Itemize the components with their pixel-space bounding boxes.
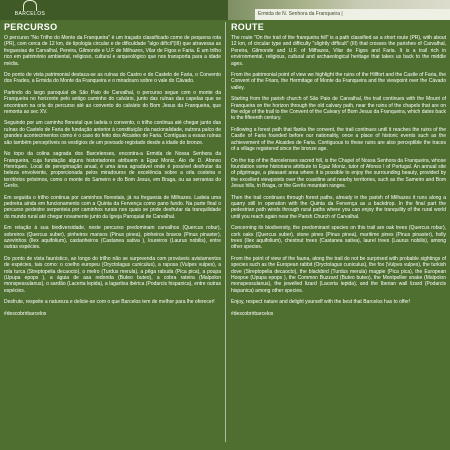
en-paragraph: From the patrimonial point of view we highlight the ruins of the Hillfort and the Castle of Faria, the Convent of the Friars, the Hermitage of Monte da Franqueira and the viewpoint over the Cávado valley. — [231, 72, 446, 91]
english-column — [231, 22, 446, 450]
pt-paragraph: Desfrute, respeite a natureza e delicie-se com o que Barcelos tem de melhor para lhe oferecer! — [4, 299, 215, 306]
route-title: ROUTE — [231, 22, 264, 32]
en-paragraph: From the point of view of the fauna, along the trail do not be surprised with probable sightings of species such as the European rabbit (Oryctolagus cuniculus), the fox (Vulpes vulpes), the turkish dove (Streptopelia decaocto), the blackbird (Turdus merula) magpie (Pica pica), the European Hoopoe (Upupa epops ), the Common Buzzard (Buteo buteo), the Montpellier snake (Malpolon monspessulanus), the jewelled lizard (Lacerta lepida), and the Iberian wall lizard (Podarcis hispanica) among other species. — [231, 255, 446, 294]
pt-paragraph: Do ponto de vista patrimonial destaca-se as ruínas do Castro e do Castelo de Faria, o Convento dos Frades, a Ermida do Monte da Franqueira e o miradouro sobre o vale do Cávado. — [4, 72, 221, 85]
en-hashtag: #descobrirbarcelos — [231, 310, 274, 317]
pt-hashtag: #descobrirbarcelos — [4, 310, 47, 317]
portuguese-column — [4, 22, 221, 450]
en-paragraph: The route "On the trail of the franqueira hill" is a path classified as a short route (PR), with about 12 km, of circular type and difficulty "slightly difficult" (III) that crosses the parishes of Carvalhal, Pereira, Gilmonde and U.F. of Milhazes, Vilar de Figos and Faria. It is a trail rich in environmental, religious, cultural and archaeological heritage that takes us back to the middle ages. — [231, 35, 446, 67]
pt-paragraph: No topo da colina sagrada dos Barcelenses, encontra-a Ermida de Nossa Senhora da Franqueira, cuja fundação alguns historiadores atribuem a Egaz Moniz, Aio de D. Afonso Henriques. Local de peregrinação anual, é uma área agradável onde é possível desfrutar da beleza envolvente, proporcionada pelos miradouros de excelência sobre a orla costeira e territórios próximos, como o monte do Sameiro e do Bom Jesus, em Braga, ou as serranias do Gerês. — [4, 151, 221, 190]
pt-paragraph: Em seguida o trilho continua por caminhos florestais, já na freguesia de Milhazes. Ladeia uma pedreira ainda em funcionamento com a Quinta da Fervença como pano fundo. Na parte final o percurso pedestre serpenteia por caminhos rurais nos quais se pode desfrutar da tranquilidade do mundo rural até chegar novamente junto da Igreja Paroquial de Carvalhal. — [4, 194, 221, 220]
pt-paragraph: Do ponto de vista faunístico, ao longo do trilho não se surpreenda com prováveis avistamentos de espécies, tais como: o coelho europeu (Oryctolagus cuniculus), a raposa (Vulpes vulpes), a rola turca (Streptopelia decaocto), o melro (Turdus merula), a pêga rabuda (Pica pica), a poupa (Upupa epops ), a águia de asa redonda (Buteo buteo), a cobra rateira (Malpolon monspessulanus), o sardão (Lacerta lepida), a lagartixa ibérica (Podarcis hispanica), entre outras espécies. — [4, 255, 221, 294]
column-divider — [225, 22, 226, 442]
logo-text: BARCELOS — [14, 11, 46, 17]
pt-paragraph: Seguindo por um caminho florestal que ladeia o convento, o trilho continua até chegar junto das ruínas do Castelo de Faria de fundação anterior à constituição da nacionalidade, outrora palco de grandes acontecimentos como é o caso do feito dos Alcaides de Faria. Contíguas a essas ruínas são também perceptíveis os vestígios de um povoado registado desde a idade do bronze. — [4, 120, 221, 146]
pt-paragraph: Partindo do largo paroquial de São Paio de Carvalhal, o percurso segue com o monte da Franqueira no horizonte pelo antigo caminho do calvário, junto das ruínas das capelas que se encontram na orla do percurso até ao convento do calvário do Bom Jesus da Franqueira, que remonta ao sec XV. — [4, 89, 221, 116]
rooster-icon — [23, 0, 37, 11]
en-paragraph: Starting from the parish church of São Paio de Carvalhal, the trail continues with the Mount of Franqueira on the horizon through the old calvary path, near the ruins of the chapels that are on the edge of the trail to the Convent of the Calvary of Bom Jesus da Franqueira, which dates back to the fifteenth century. — [231, 96, 446, 122]
percurso-title: PERCURSO — [4, 22, 58, 32]
en-paragraph: Following a forest path that flanks the convent, the trail continues until it reaches the ruins of the Castle of Faria founded before our nationality, once a place of historic events such as the achievement of the Alcaides de Faria. Contiguous to these ruins are also perceptible the traces of a village registered since the bronze age. — [231, 126, 446, 153]
en-paragraph: Then the trail continues through forest paths, already in the parish of Milhazes it runs along a quarry still in operation with the Quinta da Fervença as a backdrop. In the final part the pedestrian path winds through rural paths where you can enjoy the tranquility of the rural world until you reach again near the Parish Church of Carvalhal. — [231, 194, 446, 220]
pt-paragraph: Em relação à sua biodiversidade, neste percurso predominam carvalhos (Quercus robur), sobreiros (Quercus suber), pinheiros mansos (Pinus pinea), pinheiros bravos (Pinus pinaster), azevinhos (Ilex aquifolium), castanheiros (Castanea sativa ), loureiros (Laurus nobilis), entre outras espécies. — [4, 225, 221, 251]
en-paragraph: Concerning its biodiversity, the predominant species on this trail are oak trees (Quercus robur), cork oaks (Quercus suber), stone pines (Pinus pinea), maritime pines (Pinus pinaster), holly trees (Ilex aquifolium), chestnut trees (Castanea sativa), laurel trees (Laurus nobilis), among other species. — [231, 225, 446, 251]
barcelos-logo — [10, 0, 50, 20]
pt-paragraph: O percurso "No Trilho do Monte da Franqueira" é um traçado classificado como de pequena rota (PR), com cerca de 12 km, de tipologia circular e de dificuldade "algo difícil"(III) que atravessa as freguesias de Carvalhal, Pereira, Gilmonde e U.F de Milhazes, Vilar de Figos e Faria. É um trilho rico em património ambiental, religioso, cultural e arqueológico que nos transporta para a idade média. — [4, 35, 221, 67]
en-paragraph: On the top of the Barcelenses sacred hill, is the Chapel of Nossa Senhora da Franqueira, whose foundation some historians attribute to Egaz Moniz, tutor of Afonso I of Portugal. An annual site of pilgrimage, a pleasant area where it is possible to enjoy the surrounding beauty, provided by the excellent viewpoints over the coastline and nearby territories, such as the Sameiro and Bom Jesus hills, in Braga, or the Gerês mountain ranges. — [231, 157, 446, 190]
en-paragraph: Enjoy, respect nature and delight yourself with the best that Barcelos has to offer! — [231, 299, 411, 306]
photo-caption: Ermida de N. Senhora da Franqueira | — [255, 9, 450, 20]
